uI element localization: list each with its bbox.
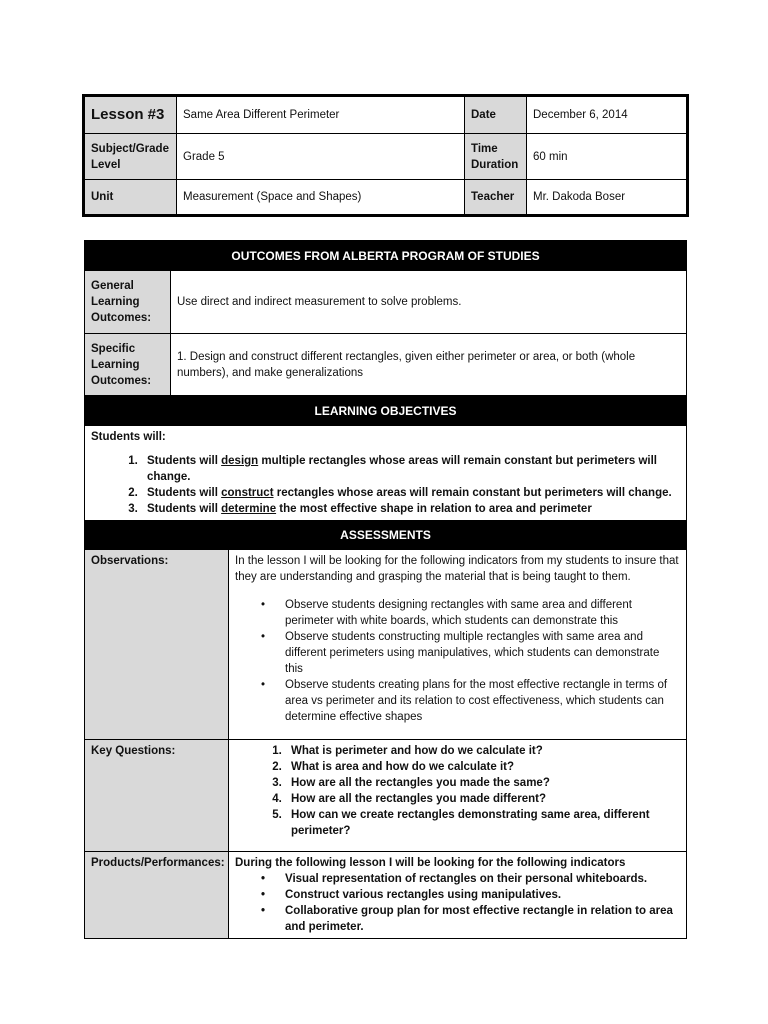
lesson-header-table xyxy=(82,94,689,217)
lesson-title: Same Area Different Perimeter xyxy=(177,96,465,134)
key-questions-list xyxy=(235,743,680,839)
subject-label: Subject/Grade Level xyxy=(84,134,177,180)
key-questions-label: Key Questions: xyxy=(85,740,229,852)
subject-value: Grade 5 xyxy=(177,134,465,180)
date-label: Date xyxy=(465,96,527,134)
objectives-list xyxy=(91,453,680,517)
date-value: December 6, 2014 xyxy=(527,96,688,134)
lesson-body-table xyxy=(84,240,687,939)
specific-outcomes-text: 1. Design and construct different rectangles, given either perimeter or area, or both (whole numbers), and make generalizations xyxy=(171,334,687,396)
observation-item: • Observe students designing rectangles with same area and different perimeter with white boards, which students can demonstrate this xyxy=(285,597,680,629)
key-question-item: 1. What is perimeter and how do we calculate it? xyxy=(285,743,680,759)
key-question-item: 2. What is area and how do we calculate it? xyxy=(285,759,680,775)
products-label: Products/Performances: xyxy=(85,852,229,939)
observations-list xyxy=(235,597,680,725)
observations-label: Observations: xyxy=(85,550,229,740)
observations-intro: In the lesson I will be looking for the following indicators from my students to insure that they are understanding and grasping the material that is being taught to them. xyxy=(235,555,679,583)
observations-cell xyxy=(229,550,687,740)
product-item: • Collaborative group plan for most effective rectangle in relation to area and perimeter. xyxy=(285,903,680,935)
objective-item: 3. Students will determine the most effective shape in relation to area and perimeter xyxy=(141,501,680,517)
teacher-value: Mr. Dakoda Boser xyxy=(527,180,688,216)
unit-value: Measurement (Space and Shapes) xyxy=(177,180,465,216)
objective-verb: determine xyxy=(221,503,277,515)
lesson-label: Lesson #3 xyxy=(84,96,177,134)
observation-item: • Observe students creating plans for the most effective rectangle in terms of area vs perimeter and its relation to cost effectiveness, which students can determine effective shapes xyxy=(285,677,680,725)
teacher-label: Teacher xyxy=(465,180,527,216)
general-outcomes-label: General Learning Outcomes: xyxy=(85,271,171,334)
time-label: Time Duration xyxy=(465,134,527,180)
observation-item: • Observe students constructing multiple rectangles with same area and different perimeters using manipulatives, which students can demonstrate this xyxy=(285,629,680,677)
assessments-heading: ASSESSMENTS xyxy=(85,521,687,550)
key-questions-cell xyxy=(229,740,687,852)
objective-verb: design xyxy=(221,455,259,467)
objective-item: 2. Students will construct rectangles whose areas will remain constant but perimeters will change. xyxy=(141,485,680,501)
specific-outcomes-label: Specific Learning Outcomes: xyxy=(85,334,171,396)
outcomes-heading: OUTCOMES FROM ALBERTA PROGRAM OF STUDIES xyxy=(85,241,687,271)
time-value: 60 min xyxy=(527,134,688,180)
unit-label: Unit xyxy=(84,180,177,216)
products-cell xyxy=(229,852,687,939)
objective-item: 1. Students will design multiple rectangles whose areas will remain constant but perimeters will change. xyxy=(141,453,680,485)
products-intro: During the following lesson I will be looking for the following indicators xyxy=(235,857,626,869)
general-outcomes-text: Use direct and indirect measurement to solve problems. xyxy=(171,271,687,334)
key-question-item: 5. How can we create rectangles demonstrating same area, different perimeter? xyxy=(285,807,680,839)
product-item: • Construct various rectangles using manipulatives. xyxy=(285,887,680,903)
key-question-item: 4. How are all the rectangles you made different? xyxy=(285,791,680,807)
objectives-cell xyxy=(85,426,687,521)
objectives-intro: Students will: xyxy=(91,431,166,443)
objective-verb: construct xyxy=(221,487,274,499)
product-item: • Visual representation of rectangles on their personal whiteboards. xyxy=(285,871,680,887)
objectives-heading: LEARNING OBJECTIVES xyxy=(85,396,687,426)
key-question-item: 3. How are all the rectangles you made the same? xyxy=(285,775,680,791)
products-list xyxy=(235,871,680,935)
